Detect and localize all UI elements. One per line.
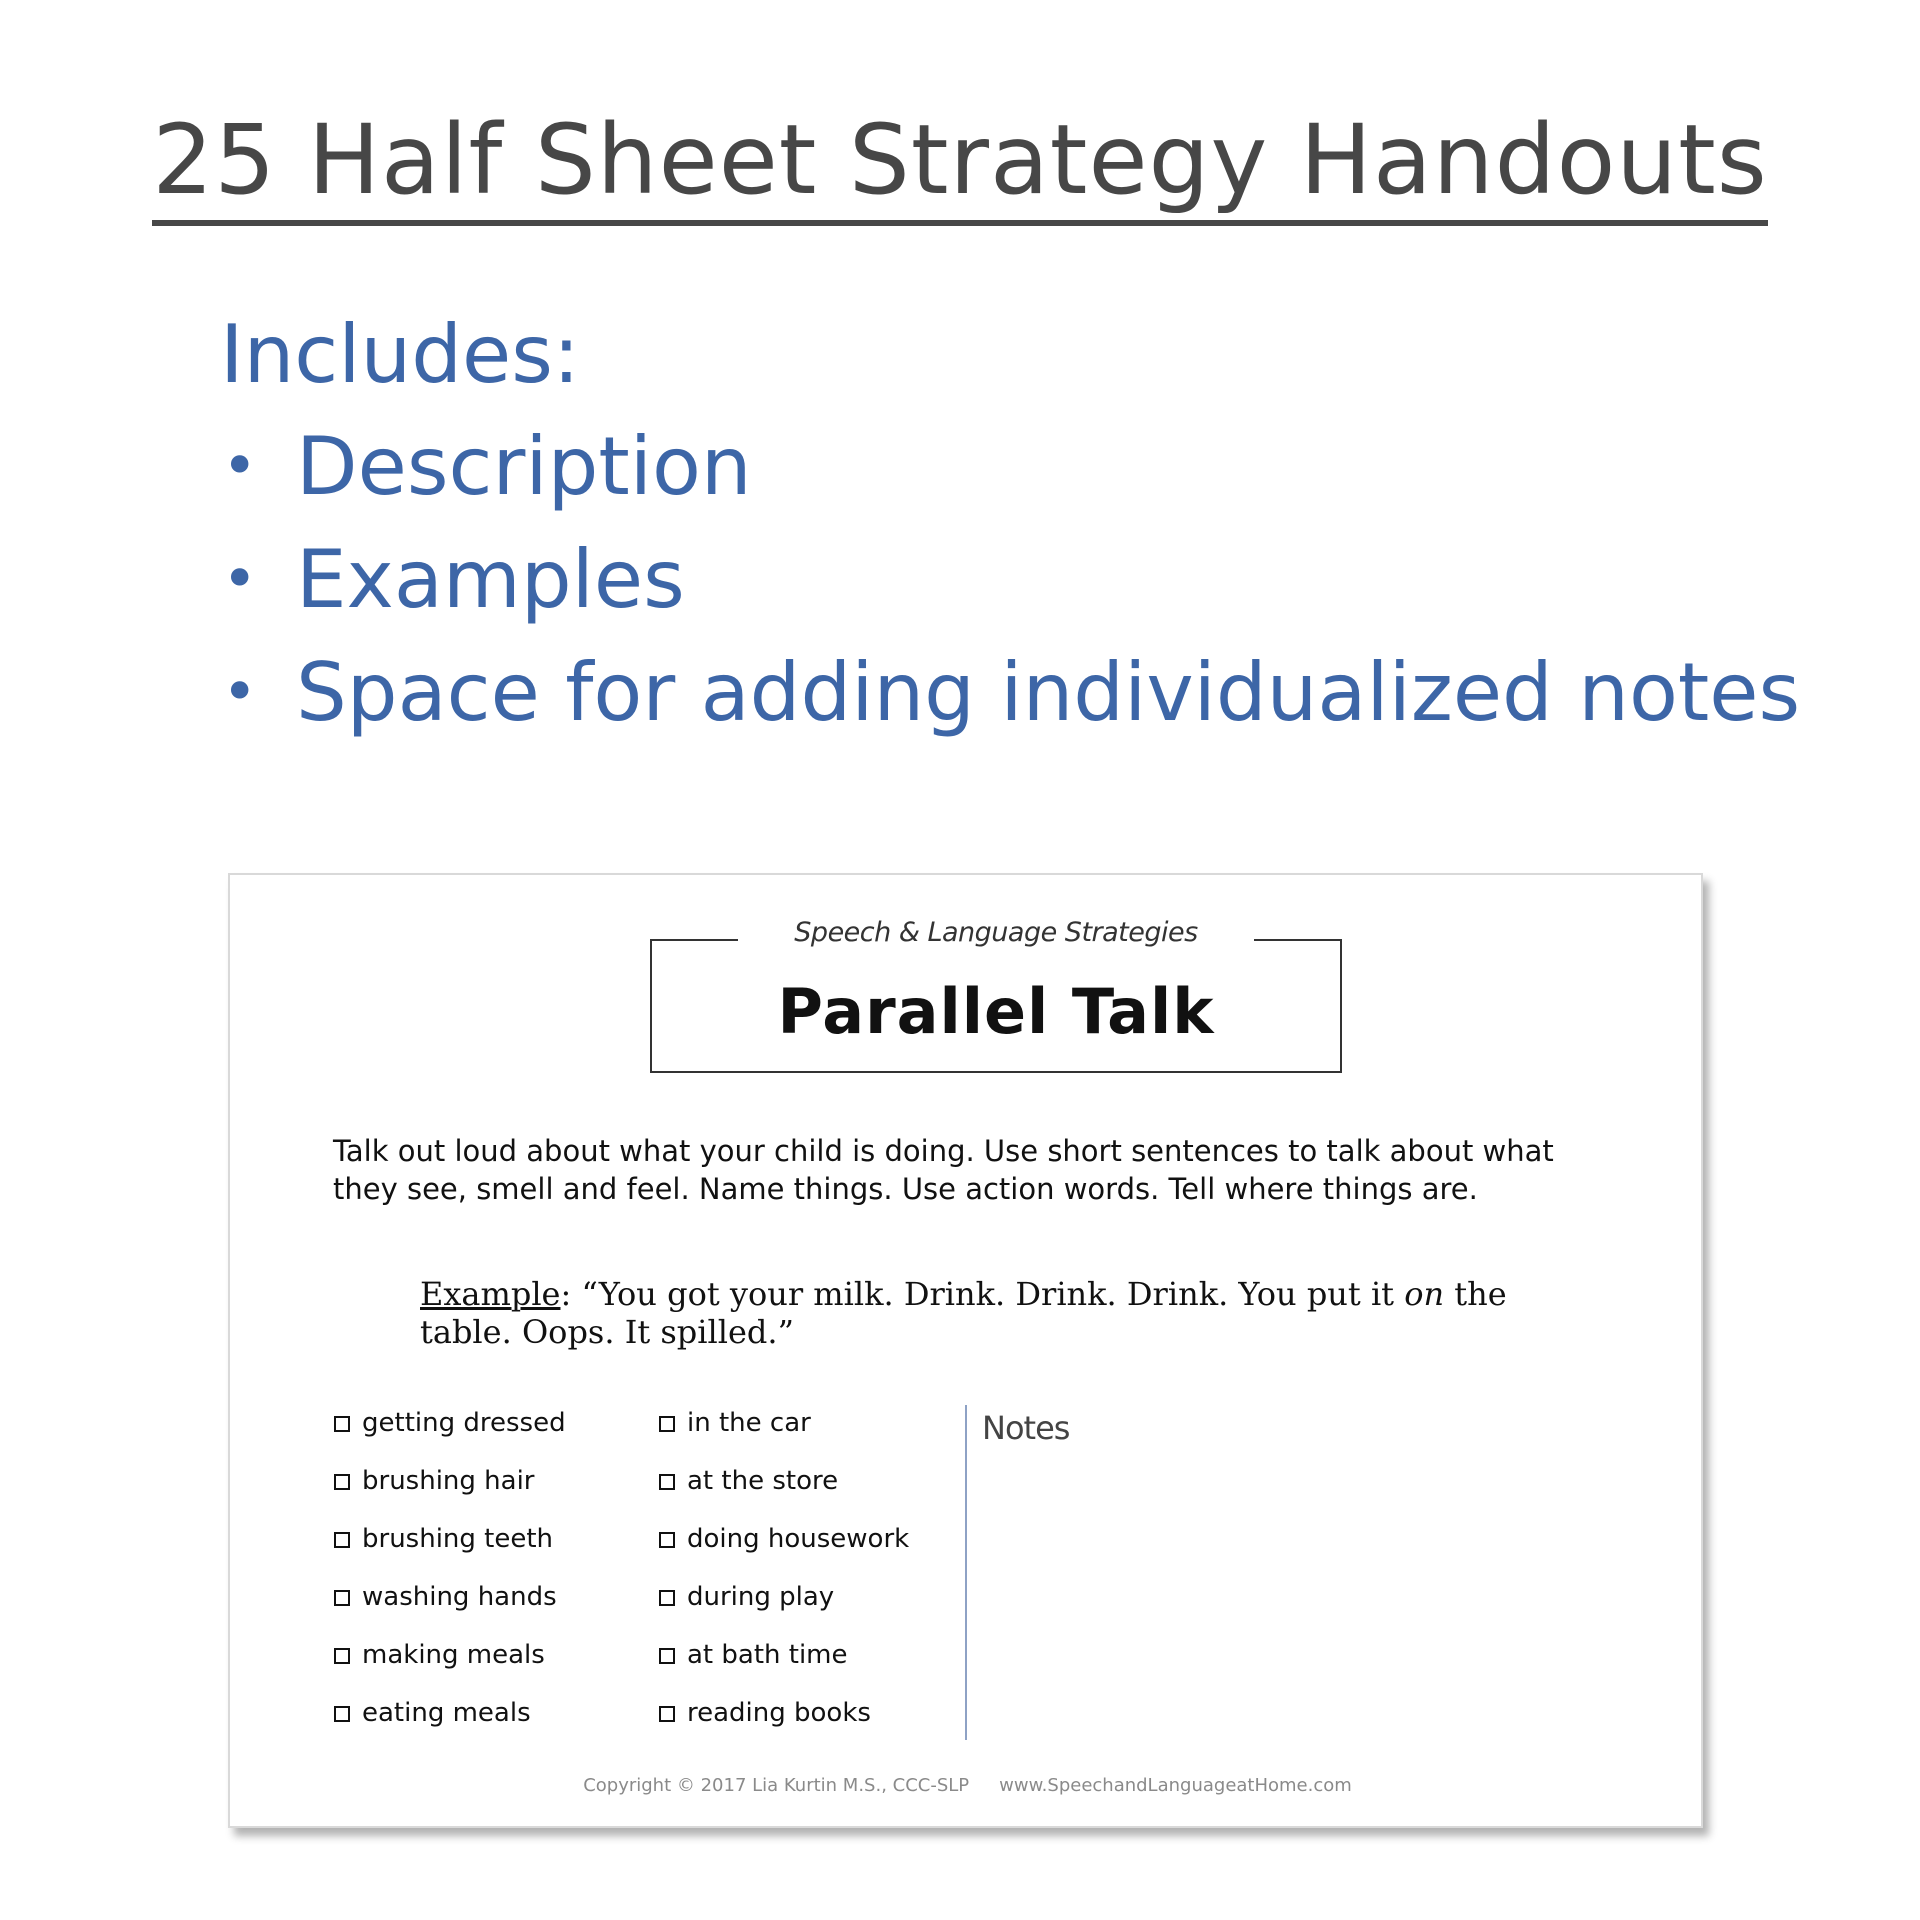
handout-footer — [230, 1775, 1705, 1796]
checklist-item[interactable] — [334, 1695, 566, 1753]
checkbox-icon[interactable] — [659, 1648, 675, 1664]
checklist-item-label: reading books — [687, 1698, 871, 1728]
handout-preview — [228, 873, 1703, 1828]
checklist-item[interactable] — [659, 1521, 909, 1579]
includes-item — [220, 523, 1800, 636]
checklist-item[interactable] — [659, 1637, 909, 1695]
checkbox-icon[interactable] — [334, 1590, 350, 1606]
page-title: 25 Half Sheet Strategy Handouts — [152, 100, 1768, 226]
checkbox-icon[interactable] — [659, 1590, 675, 1606]
checklist-item-label: brushing teeth — [362, 1524, 554, 1554]
checkbox-icon[interactable] — [334, 1474, 350, 1490]
includes-item-label: Description — [296, 420, 752, 513]
includes-section — [220, 300, 1800, 749]
checklist-item-label: at the store — [687, 1466, 839, 1496]
checklist-item-label: in the car — [687, 1408, 811, 1438]
checkbox-icon[interactable] — [659, 1532, 675, 1548]
example-text-after: the table. Oops. It spilled.” — [420, 1275, 1507, 1351]
example-label: Example — [420, 1275, 561, 1313]
copyright-text: Copyright © 2017 Lia Kurtin M.S., CCC-SLP — [583, 1775, 970, 1796]
example-emphasis: on — [1404, 1275, 1445, 1313]
example-text-before: : “You got your milk. Drink. Drink. Drink. You put it — [560, 1275, 1405, 1313]
checklist-item[interactable] — [659, 1579, 909, 1637]
page-title-wrap — [0, 100, 1920, 226]
checklist-column-1 — [334, 1405, 566, 1753]
checkbox-icon[interactable] — [659, 1474, 675, 1490]
website-link[interactable]: www.SpeechandLanguageatHome.com — [999, 1775, 1352, 1796]
handout-example — [420, 1275, 1540, 1351]
bullet-icon: • — [222, 544, 258, 614]
checkbox-icon[interactable] — [334, 1416, 350, 1432]
checklist-item-label: eating meals — [362, 1698, 531, 1728]
checklist-item[interactable] — [659, 1405, 909, 1463]
checkbox-icon[interactable] — [334, 1532, 350, 1548]
checkbox-icon[interactable] — [334, 1648, 350, 1664]
bullet-icon: • — [222, 657, 258, 727]
checklist-item[interactable] — [334, 1521, 566, 1579]
notes-divider — [965, 1405, 967, 1740]
checklist-item-label: getting dressed — [362, 1408, 566, 1438]
includes-item — [220, 410, 1800, 523]
handout-title: Parallel Talk — [777, 975, 1215, 1048]
includes-item-label: Space for adding individualized notes — [296, 646, 1801, 739]
checkbox-icon[interactable] — [659, 1416, 675, 1432]
handout-description: Talk out loud about what your child is doing. Use short sentences to talk about what they see, smell and feel. Name things. Use action words. Tell where things are. — [333, 1134, 1554, 1206]
checklist-item[interactable] — [659, 1695, 909, 1753]
includes-item — [220, 636, 1800, 749]
checklist-item-label: at bath time — [687, 1640, 848, 1670]
checklist-item[interactable] — [334, 1637, 566, 1695]
includes-heading: Includes: — [220, 308, 580, 401]
checklist-item-label: doing housework — [687, 1524, 910, 1554]
checklist-item[interactable] — [334, 1463, 566, 1521]
checklist-item[interactable] — [334, 1405, 566, 1463]
checklist-item[interactable] — [659, 1463, 909, 1521]
checklist-item-label: during play — [687, 1582, 835, 1612]
handout-subtitle: Speech & Language Strategies — [794, 917, 1198, 948]
checklist-item-label: brushing hair — [362, 1466, 535, 1496]
includes-list — [220, 410, 1800, 749]
checklist-item-label: making meals — [362, 1640, 545, 1670]
checklist-item-label: washing hands — [362, 1582, 557, 1612]
includes-item-label: Examples — [296, 533, 685, 626]
checkbox-icon[interactable] — [659, 1706, 675, 1722]
bullet-icon: • — [222, 431, 258, 501]
notes-label: Notes — [982, 1409, 1070, 1447]
checkbox-icon[interactable] — [334, 1706, 350, 1722]
checklist-column-2 — [659, 1405, 909, 1753]
checklist-item[interactable] — [334, 1579, 566, 1637]
